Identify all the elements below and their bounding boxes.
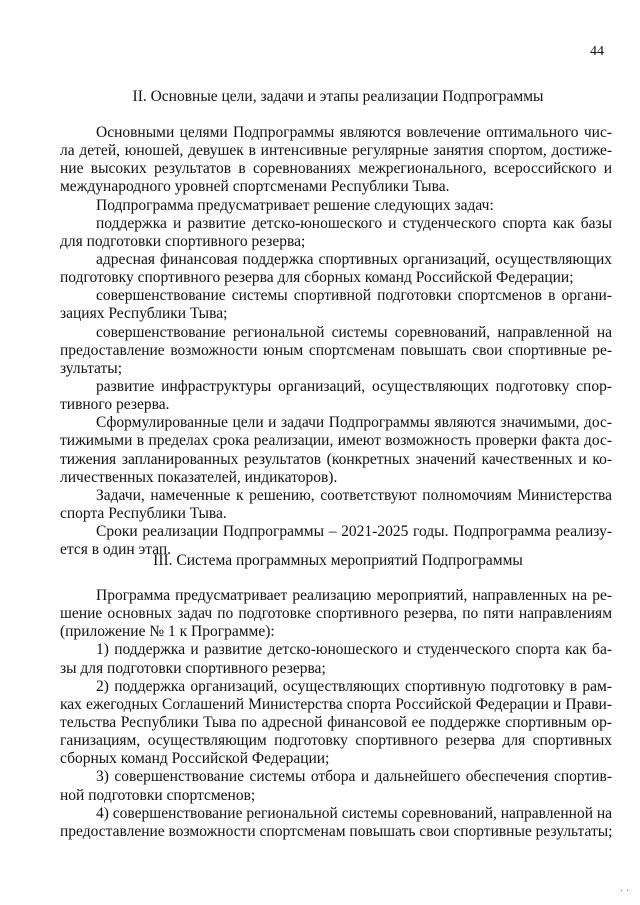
text-line: зациях Республики Тыва;: [60, 305, 228, 323]
text-line: адресная финансовая поддержка спортивных организаций, осуществляющих: [96, 250, 612, 268]
text-line: 1) поддержка и развитие детско-юношеского и студенческого спорта как ба-: [96, 641, 612, 659]
text-line: международного уровней спортсменами Республики Тыва.: [60, 178, 450, 196]
text-line: поддержка и развитие детско-юношеского и студенческого спорта как базы: [96, 214, 612, 232]
text-line: 3) совершенствование системы отбора и дальнейшего обеспечения спортив-: [96, 768, 612, 786]
scan-artifact: · ·: [620, 886, 630, 897]
text-line: ла детей, юношей, девушек в интенсивные регулярные занятия спортом, достиже-: [60, 142, 612, 160]
text-line: Подпрограмма предусматривает решение следующих задач:: [96, 196, 494, 214]
text-line: 4) совершенствование региональной системы соревнований, направленной на: [96, 804, 612, 822]
text-line: тижимыми в пределах срока реализации, имеют возможность проверки факта дос-: [60, 432, 612, 450]
text-line: совершенствование региональной системы соревнований, направленной на: [96, 323, 612, 341]
section-2-body: [60, 124, 612, 559]
page-number: 44: [590, 44, 604, 59]
text-line: Программа предусматривает реализацию мероприятий, направленных на ре-: [96, 587, 612, 604]
text-line: спорта Республики Тыва.: [60, 504, 227, 522]
text-line: ется в один этап.: [60, 541, 172, 559]
section-2-title: II. Основные цели, задачи и этапы реализации Подпрограммы: [132, 88, 544, 105]
text-line: Сформулированные цели и задачи Подпрограммы являются значимыми, дос-: [96, 414, 612, 432]
text-line: предоставление возможности спортсменам повышать свои спортивные результаты;: [60, 822, 612, 840]
text-line: сборных команд Российской Федерации;: [60, 750, 330, 768]
text-line: личественных показателей, индикаторов).: [60, 468, 338, 486]
text-line: Задачи, намеченные к решению, соответствуют полномочиям Министерства: [96, 486, 612, 504]
text-line: ние высоких результатов в соревнованиях межрегионального, всероссийского и: [60, 160, 612, 178]
text-line: (приложение № 1 к Программе):: [60, 623, 275, 641]
text-line: Сроки реализации Подпрограммы – 2021-2025 годы. Подпрограмма реализу-: [96, 523, 612, 541]
text-line: ках ежегодных Соглашений Министерства спорта Российской Федерации и Прави-: [60, 695, 612, 713]
text-line: шение основных задач по подготовке спортивного резерва, по пяти направлениям: [60, 605, 612, 623]
text-line: совершенствование системы спортивной подготовки спортсменов в органи-: [96, 287, 612, 305]
text-line: 2) поддержка организаций, осуществляющих спортивную подготовку в рам-: [96, 677, 612, 695]
text-line: ной подготовки спортсменов;: [60, 786, 256, 804]
text-line: ганизациям, осуществляющим подготовку спортивного резерва для спортивных: [60, 732, 612, 750]
text-line: развитие инфраструктуры организаций, осуществляющих подготовку спор-: [96, 377, 612, 395]
section-3-body: [60, 587, 612, 841]
text-line: тивного резерва.: [60, 396, 170, 414]
text-line: зы для подготовки спортивного резерва;: [60, 659, 326, 677]
text-line: предоставление возможности юным спортсменам повышать свои спортивные ре-: [60, 341, 612, 359]
text-line: зультаты;: [60, 359, 123, 377]
text-line: тельства Республики Тыва по адресной финансовой ее поддержке спортивным ор-: [60, 713, 612, 731]
text-line: Основными целями Подпрограммы являются вовлечение оптимального чис-: [96, 124, 612, 141]
text-line: подготовку спортивного резерва для сборных команд Российской Федерации;: [60, 269, 574, 287]
text-line: тижения запланированных результатов (конкретных значений качественных и ко-: [60, 450, 612, 468]
text-line: для подготовки спортивного резерва;: [60, 232, 306, 250]
section-3-title: III. Система программных мероприятий Подпрограммы: [153, 552, 523, 569]
